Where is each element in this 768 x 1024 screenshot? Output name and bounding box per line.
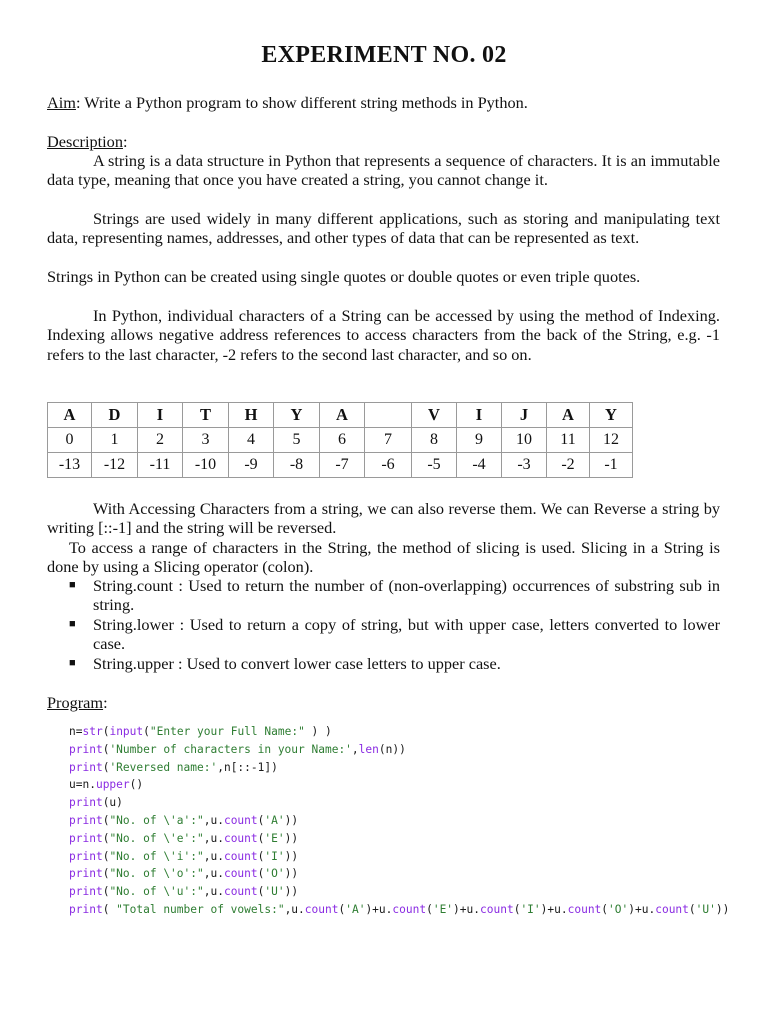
page-title: EXPERIMENT NO. 02 bbox=[261, 42, 507, 68]
table-cell-letter: Y bbox=[274, 403, 320, 428]
program-label: Program bbox=[47, 693, 104, 712]
table-cell-negative-index: -3 bbox=[502, 453, 547, 478]
index-table bbox=[47, 402, 633, 478]
table-cell-negative-index: -1 bbox=[590, 453, 633, 478]
table-cell-positive-index: 9 bbox=[457, 428, 502, 453]
table-cell-letter: I bbox=[457, 403, 502, 428]
list-item bbox=[47, 615, 720, 654]
code-line: print('Reversed name:',n[::-1]) bbox=[69, 760, 278, 774]
table-cell-negative-index: -11 bbox=[138, 453, 183, 478]
table-cell-positive-index: 4 bbox=[229, 428, 274, 453]
list-item bbox=[47, 576, 720, 615]
table-cell-positive-index: 5 bbox=[274, 428, 320, 453]
table-cell-letter: I bbox=[138, 403, 183, 428]
table-cell-letter: A bbox=[48, 403, 92, 428]
program-heading bbox=[47, 693, 720, 712]
methods-list bbox=[47, 576, 720, 673]
bullet-icon: ■ bbox=[69, 579, 76, 591]
table-cell-positive-index: 6 bbox=[320, 428, 365, 453]
index-table-negative-row bbox=[48, 453, 633, 478]
table-cell-positive-index: 2 bbox=[138, 428, 183, 453]
aim-text: : Write a Python program to show different string methods in Python. bbox=[75, 93, 528, 112]
index-table-letters-row bbox=[48, 403, 633, 428]
code-line: print(u) bbox=[69, 796, 123, 810]
method-upper-text: String.upper : Used to convert lower case letters to upper case. bbox=[93, 653, 501, 673]
table-cell-positive-index: 0 bbox=[48, 428, 92, 453]
method-count-text: String.count : Used to return the number of (non-overlapping) occurrences of substring sub in string. bbox=[93, 576, 720, 615]
code-line: print("No. of \'i':",u.count('I')) bbox=[69, 849, 299, 863]
description-paragraph-2: Strings are used widely in many different applications, such as storing and manipulating text data, representing names, addresses, and other types of data that can be represented as text. bbox=[47, 209, 720, 248]
bullet-icon: ■ bbox=[69, 656, 76, 669]
table-cell-letter: H bbox=[229, 403, 274, 428]
table-cell-letter: V bbox=[412, 403, 457, 428]
code-line: print( "Total number of vowels:",u.count('A')+u.count('E')+u.count('I')+u.count('O')+u.count('U')) bbox=[69, 902, 730, 916]
table-cell-negative-index: -8 bbox=[274, 453, 320, 478]
table-cell-positive-index: 10 bbox=[502, 428, 547, 453]
description-paragraph-4: In Python, individual characters of a String can be accessed by using the method of Indexing. Indexing allows negative address references to access characters from the back of the String, e.g. -1 refers to the last character, -2 refers to the second last character, and so on. bbox=[47, 306, 720, 364]
slicing-paragraph: To access a range of characters in the String, the method of slicing is used. Slicing in a String is done by using a Slicing operator (colon). bbox=[47, 538, 720, 577]
table-cell-positive-index: 1 bbox=[92, 428, 138, 453]
table-cell-positive-index: 12 bbox=[590, 428, 633, 453]
code-line: print("No. of \'u':",u.count('U')) bbox=[69, 885, 299, 899]
table-cell-positive-index: 7 bbox=[365, 428, 412, 453]
table-cell-negative-index: -4 bbox=[457, 453, 502, 478]
table-cell-letter: A bbox=[320, 403, 365, 428]
table-cell-letter: D bbox=[92, 403, 138, 428]
code-line: print("No. of \'e':",u.count('E')) bbox=[69, 831, 299, 845]
table-cell-negative-index: -9 bbox=[229, 453, 274, 478]
description-colon: : bbox=[122, 132, 128, 151]
aim-label: Aim bbox=[47, 93, 76, 112]
aim-line bbox=[47, 93, 720, 112]
table-cell-letter: A bbox=[547, 403, 590, 428]
table-cell-negative-index: -6 bbox=[365, 453, 412, 478]
code-line: print("No. of \'a':",u.count('A')) bbox=[69, 813, 299, 827]
table-cell-positive-index: 11 bbox=[547, 428, 590, 453]
table-cell-positive-index: 8 bbox=[412, 428, 457, 453]
description-paragraph-3: Strings in Python can be created using single quotes or double quotes or even triple quotes. bbox=[47, 267, 641, 286]
table-cell-negative-index: -13 bbox=[48, 453, 92, 478]
table-cell-letter: J bbox=[502, 403, 547, 428]
code-line: print("No. of \'o':",u.count('O')) bbox=[69, 867, 299, 881]
table-cell-negative-index: -7 bbox=[320, 453, 365, 478]
reverse-paragraph: With Accessing Characters from a string, we can also reverse them. We can Reverse a string by writing [::-1] and the string will be reversed. bbox=[47, 499, 720, 538]
program-colon: : bbox=[103, 693, 108, 712]
table-cell-negative-index: -12 bbox=[92, 453, 138, 478]
code-line: print('Number of characters in your Name:',len(n)) bbox=[69, 742, 406, 756]
table-cell-negative-index: -2 bbox=[547, 453, 590, 478]
table-cell-negative-index: -10 bbox=[183, 453, 229, 478]
description-heading bbox=[47, 132, 720, 151]
list-item bbox=[47, 654, 720, 673]
table-cell-letter bbox=[365, 403, 412, 428]
table-cell-letter: Y bbox=[590, 403, 633, 428]
code-line: n=str(input("Enter your Full Name:" ) ) bbox=[69, 725, 332, 738]
code-line: u=n.upper() bbox=[69, 778, 144, 792]
index-table-positive-row bbox=[48, 428, 633, 453]
method-lower-text: String.lower : Used to return a copy of string, but with upper case, letters converted to lower case. bbox=[93, 614, 720, 654]
description-label: Description bbox=[47, 132, 123, 151]
table-cell-letter: T bbox=[183, 403, 229, 428]
bullet-icon: ■ bbox=[69, 617, 76, 630]
code-block bbox=[69, 723, 729, 919]
table-cell-negative-index: -5 bbox=[412, 453, 457, 478]
table-cell-positive-index: 3 bbox=[183, 428, 229, 453]
description-paragraph-1: A string is a data structure in Python that represents a sequence of characters. It is an immutable data type, meaning that once you have created a string, you cannot change it. bbox=[47, 151, 720, 190]
